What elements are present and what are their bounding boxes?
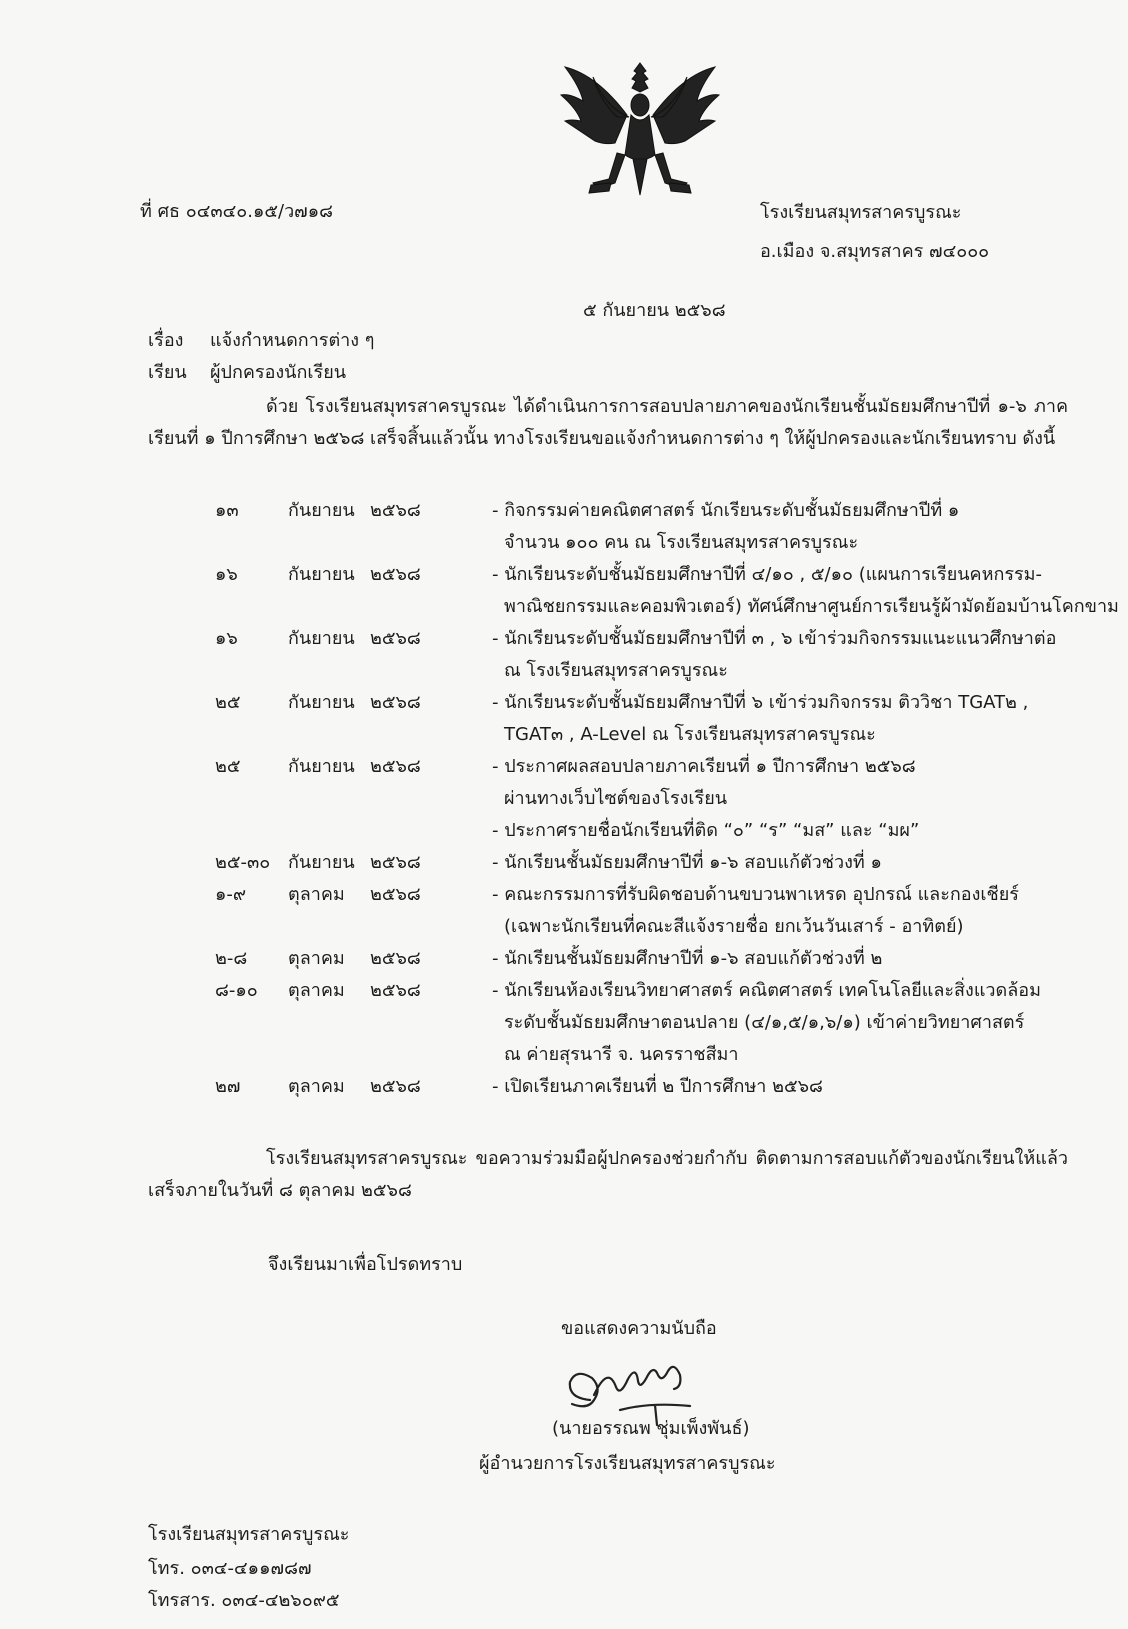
schedule-month: ตุลาคม <box>288 948 345 969</box>
closing-paragraph: โรงเรียนสมุทรสาครบูรณะ ขอความร่วมมือผู้ปกครองช่วยกำกับ ติดตามการสอบแก้ตัวของนักเรียนให้แล้วเสร็จภายในวันที่ ๘ ตุลาคม ๒๕๖๘ <box>148 1148 1068 1201</box>
schedule-detail: จำนวน ๑๐๐ คน ณ โรงเรียนสมุทรสาครบูรณะ <box>504 532 859 553</box>
schedule-day: ๒-๘ <box>215 948 248 969</box>
schedule-detail: - นักเรียนระดับชั้นมัธยมศึกษาปีที่ ๖ เข้าร่วมกิจกรรม ติววิชา TGAT๒ , <box>492 692 1029 713</box>
schedule-year: ๒๕๖๘ <box>370 948 421 969</box>
schedule-month: กันยายน <box>288 852 355 873</box>
schedule-day: ๑๓ <box>215 500 239 521</box>
schedule-detail: - นักเรียนชั้นมัธยมศึกษาปีที่ ๑-๖ สอบแก้ตัวช่วงที่ ๑ <box>492 852 882 873</box>
schedule-year: ๒๕๖๘ <box>370 756 421 777</box>
schedule-month: ตุลาคม <box>288 1076 345 1097</box>
schedule-detail: ผ่านทางเว็บไซต์ของโรงเรียน <box>504 788 728 809</box>
schedule-detail: - คณะกรรมการที่รับผิดชอบด้านขบวนพาเหรด อุปกรณ์ และกองเชียร์ <box>492 884 1019 905</box>
schedule-day: ๑-๙ <box>215 884 247 905</box>
letter-date: ๕ กันยายน ๒๕๖๘ <box>583 300 726 321</box>
schedule-detail: - นักเรียนห้องเรียนวิทยาศาสตร์ คณิตศาสตร์ เทคโนโลยีและสิ่งแวดล้อม <box>492 980 1041 1001</box>
schedule-month: กันยายน <box>288 756 355 777</box>
reference-number: ที่ ศธ ๐๔๓๔๐.๑๕/ว๗๑๘ <box>140 201 334 222</box>
signer-name: (นายอรรณพ ชุ่มเพ็งพันธ์) <box>552 1418 750 1439</box>
schedule-month: กันยายน <box>288 628 355 649</box>
intro-paragraph: ด้วย โรงเรียนสมุทรสาครบูรณะ ได้ดำเนินการการสอบปลายภาคของนักเรียนชั้นมัธยมศึกษาปีที่ ๑-๖ ภาคเรียนที่ ๑ ปีการศึกษา ๒๕๖๘ เสร็จสิ้นแล้วนั้น ทางโรงเรียนขอแจ้งกำหนดการต่าง ๆ ให้ผู้ปกครองและนักเรียนทราบ ดังนี้ <box>148 396 1068 449</box>
schedule-month: กันยายน <box>288 500 355 521</box>
schedule-year: ๒๕๖๘ <box>370 692 421 713</box>
schedule-month: ตุลาคม <box>288 884 345 905</box>
schedule-day: ๒๕-๓๐ <box>215 852 271 873</box>
garuda-emblem-icon <box>555 55 725 210</box>
schedule-year: ๒๕๖๘ <box>370 884 421 905</box>
schedule-day: ๒๕ <box>215 756 241 777</box>
schedule-detail: - นักเรียนระดับชั้นมัธยมศึกษาปีที่ ๔/๑๐ , ๕/๑๐ (แผนการเรียนคหกรรม- <box>492 564 1043 585</box>
schedule-day: ๒๗ <box>215 1076 241 1097</box>
schedule-year: ๒๕๖๘ <box>370 1076 421 1097</box>
footer-organization: โรงเรียนสมุทรสาครบูรณะ <box>148 1524 350 1545</box>
signer-title: ผู้อำนวยการโรงเรียนสมุทรสาครบูรณะ <box>479 1453 776 1474</box>
sender-address-line2: อ.เมือง จ.สมุทรสาคร ๗๔๐๐๐ <box>760 241 990 262</box>
schedule-detail: - กิจกรรมค่ายคณิตศาสตร์ นักเรียนระดับชั้นมัธยมศึกษาปีที่ ๑ <box>492 500 960 521</box>
to-text: ผู้ปกครองนักเรียน <box>210 362 347 383</box>
regards-text: ขอแสดงความนับถือ <box>561 1318 717 1339</box>
schedule-year: ๒๕๖๘ <box>370 980 421 1001</box>
schedule-detail: ณ โรงเรียนสมุทรสาครบูรณะ <box>504 660 728 681</box>
schedule-month: กันยายน <box>288 564 355 585</box>
schedule-month: ตุลาคม <box>288 980 345 1001</box>
schedule-month: กันยายน <box>288 692 355 713</box>
schedule-detail: - นักเรียนชั้นมัธยมศึกษาปีที่ ๑-๖ สอบแก้ตัวช่วงที่ ๒ <box>492 948 883 969</box>
footer-telephone: โทร. ๐๓๔-๔๑๑๗๘๗ <box>148 1558 312 1579</box>
schedule-detail: ระดับชั้นมัธยมศึกษาตอนปลาย (๔/๑,๕/๑,๖/๑) เข้าค่ายวิทยาศาสตร์ <box>504 1012 1025 1033</box>
schedule-day: ๑๖ <box>215 628 238 649</box>
schedule-year: ๒๕๖๘ <box>370 852 421 873</box>
sender-address-line1: โรงเรียนสมุทรสาครบูรณะ <box>760 202 962 223</box>
footer-fax: โทรสาร. ๐๓๔-๔๒๖๐๙๕ <box>148 1590 340 1611</box>
schedule-day: ๘-๑๐ <box>215 980 258 1001</box>
schedule-year: ๒๕๖๘ <box>370 564 421 585</box>
closing-line: จึงเรียนมาเพื่อโปรดทราบ <box>268 1254 463 1275</box>
schedule-detail: พาณิชยกรรมและคอมพิวเตอร์) ทัศน์ศึกษาศูนย์การเรียนรู้ผ้ามัดย้อมบ้านโคกขาม <box>504 596 1119 617</box>
subject-label: เรื่อง <box>148 330 184 351</box>
schedule-detail: - ประกาศรายชื่อนักเรียนที่ติด “๐” “ร” “มส” และ “มผ” <box>492 820 920 841</box>
to-label: เรียน <box>148 362 187 383</box>
schedule-year: ๒๕๖๘ <box>370 500 421 521</box>
schedule-detail: ณ ค่ายสุรนารี จ. นครราชสีมา <box>504 1044 739 1065</box>
schedule-detail: - นักเรียนระดับชั้นมัธยมศึกษาปีที่ ๓ , ๖ เข้าร่วมกิจกรรมแนะแนวศึกษาต่อ <box>492 628 1057 649</box>
schedule-day: ๑๖ <box>215 564 238 585</box>
schedule-detail: - เปิดเรียนภาคเรียนที่ ๒ ปีการศึกษา ๒๕๖๘ <box>492 1076 823 1097</box>
schedule-year: ๒๕๖๘ <box>370 628 421 649</box>
schedule-day: ๒๕ <box>215 692 241 713</box>
schedule-detail: TGAT๓ , A-Level ณ โรงเรียนสมุทรสาครบูรณะ <box>504 724 876 745</box>
schedule-detail: - ประกาศผลสอบปลายภาคเรียนที่ ๑ ปีการศึกษา ๒๕๖๘ <box>492 756 916 777</box>
schedule-detail: (เฉพาะนักเรียนที่คณะสีแจ้งรายชื่อ ยกเว้นวันเสาร์ - อาทิตย์) <box>504 916 964 937</box>
subject-text: แจ้งกำหนดการต่าง ๆ <box>210 330 375 351</box>
